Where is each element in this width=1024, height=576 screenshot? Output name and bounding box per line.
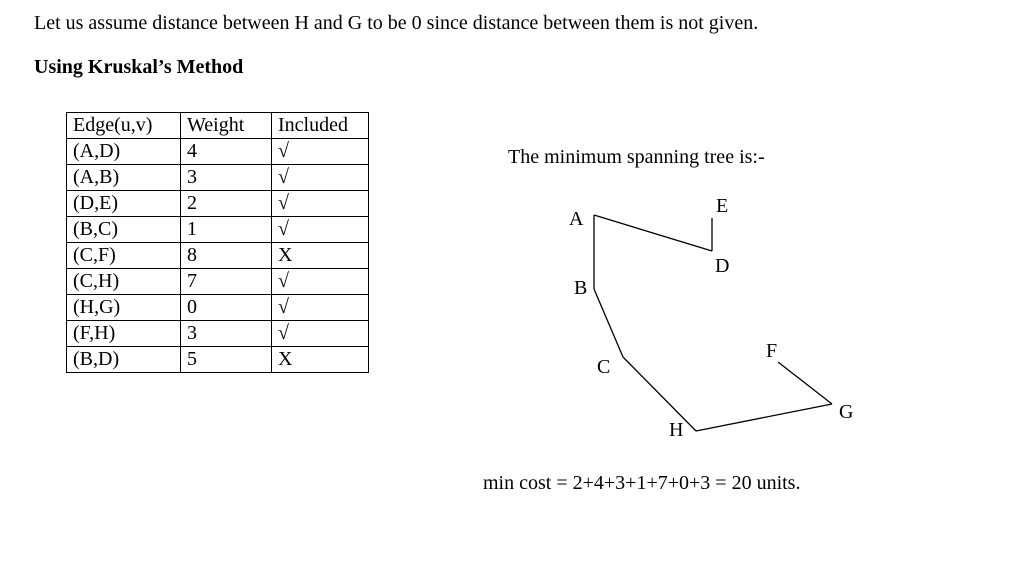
weight-cell: 7 bbox=[181, 269, 272, 295]
weight-cell: 0 bbox=[181, 295, 272, 321]
edge-cell: (H,G) bbox=[67, 295, 181, 321]
included-cell: X bbox=[272, 347, 369, 373]
edge-cell: (F,H) bbox=[67, 321, 181, 347]
edge-cell: (A,B) bbox=[67, 165, 181, 191]
node-label-e: E bbox=[716, 195, 729, 217]
weight-cell: 3 bbox=[181, 321, 272, 347]
node-label-d: D bbox=[715, 255, 730, 277]
edge-h-g bbox=[696, 404, 832, 431]
header-edge: Edge(u,v) bbox=[67, 113, 181, 139]
included-cell: X bbox=[272, 243, 369, 269]
node-label-b: B bbox=[574, 277, 588, 299]
header-weight: Weight bbox=[181, 113, 272, 139]
node-label-h: H bbox=[669, 419, 684, 441]
included-cell: √ bbox=[272, 295, 369, 321]
included-cell: √ bbox=[272, 321, 369, 347]
node-label-a: A bbox=[569, 208, 584, 230]
min-cost-text: min cost = 2+4+3+1+7+0+3 = 20 units. bbox=[483, 472, 801, 494]
edge-cell: (A,D) bbox=[67, 139, 181, 165]
included-cell: √ bbox=[272, 165, 369, 191]
included-cell: √ bbox=[272, 269, 369, 295]
header-included: Included bbox=[272, 113, 369, 139]
included-cell: √ bbox=[272, 139, 369, 165]
edge-g-f bbox=[778, 362, 832, 404]
weight-cell: 2 bbox=[181, 191, 272, 217]
intro-text: Let us assume distance between H and G to be 0 since distance between them is not given. bbox=[34, 12, 759, 34]
edge-cell: (B,D) bbox=[67, 347, 181, 373]
node-label-c: C bbox=[597, 356, 611, 378]
weight-cell: 5 bbox=[181, 347, 272, 373]
edge-cell: (C,F) bbox=[67, 243, 181, 269]
weight-cell: 4 bbox=[181, 139, 272, 165]
weight-cell: 3 bbox=[181, 165, 272, 191]
edge-a-d bbox=[594, 215, 712, 251]
weight-cell: 8 bbox=[181, 243, 272, 269]
mst-title: The minimum spanning tree is:- bbox=[508, 146, 765, 168]
weight-cell: 1 bbox=[181, 217, 272, 243]
node-label-f: F bbox=[766, 340, 778, 362]
node-label-g: G bbox=[839, 401, 854, 423]
edge-cell: (C,H) bbox=[67, 269, 181, 295]
included-cell: √ bbox=[272, 191, 369, 217]
included-cell: √ bbox=[272, 217, 369, 243]
edge-b-c bbox=[594, 289, 623, 357]
edge-c-h bbox=[623, 357, 696, 431]
method-heading: Using Kruskal’s Method bbox=[34, 56, 244, 78]
edge-cell: (D,E) bbox=[67, 191, 181, 217]
edge-cell: (B,C) bbox=[67, 217, 181, 243]
